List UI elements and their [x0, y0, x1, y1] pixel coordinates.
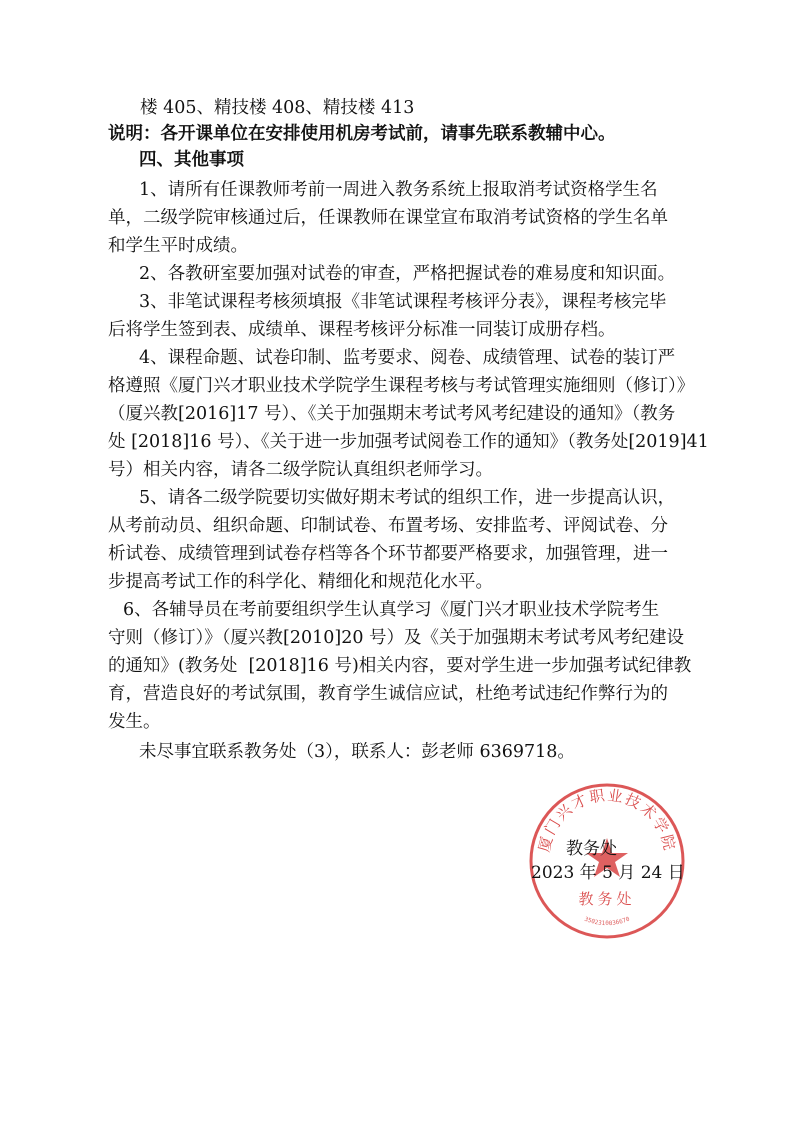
item6-line: 6、各辅导员在考前要组织学生认真学习《厦门兴才职业技术学院考生	[123, 600, 660, 620]
signature-date: 2023 年 5 月 24 日	[531, 863, 685, 883]
item5-line: 步提高考试工作的科学化、精细化和规范化水平。	[108, 572, 493, 592]
item5-line: 析试卷、成绩管理到试卷存档等各个环节都要严格要求，加强管理，进一	[108, 544, 668, 564]
section-heading: 四、其他事项	[139, 150, 244, 170]
item5-line: 5、请各二级学院要切实做好期末考试的组织工作，进一步提高认识，	[139, 488, 676, 508]
signature-office: 教务处	[566, 839, 617, 859]
official-seal	[528, 782, 686, 940]
item4-line: 号）相关内容，请各二级学院认真组织老师学习。	[108, 460, 493, 480]
item4-line: 处 [2018]16 号）、《关于进一步加强考试阅卷工作的通知》（教务处[2019]41	[108, 432, 709, 452]
item6-line: 守则（修订）》（厦兴教[2010]20 号）及《关于加强期末考试考风考纪建设	[108, 628, 685, 648]
item1-line: 单，二级学院审核通过后，任课教师在课堂宣布取消考试资格的学生名单	[108, 208, 668, 228]
item4-line: 格遵照《厦门兴才职业技术学院学生课程考核与考试管理实施细则（修订）》	[108, 376, 695, 396]
item2-line: 2、各教研室要加强对试卷的审查，严格把握试卷的难易度和知识面。	[139, 264, 676, 284]
item6-line: 发生。	[108, 712, 161, 732]
item4-line: （厦兴教[2016]17 号）、《关于加强期末考试考风考纪建设的通知》（教务	[108, 404, 676, 424]
top-line: 楼 405、精技楼 408、精技楼 413	[140, 98, 415, 118]
seal-center-text: 教务处	[578, 890, 636, 908]
seal-arc-text: 厦门兴才职业技术学院	[535, 786, 679, 854]
item1-line: 1、请所有任课教师考前一周进入教务系统上报取消考试资格学生名	[139, 180, 658, 200]
note: 说明：各开课单位在安排使用机房考试前，请事先联系教辅中心。	[108, 124, 616, 144]
item6-line: 育，营造良好的考试氛围，教育学生诚信应试，杜绝考试违纪作弊行为的	[108, 684, 668, 704]
item4-line: 4、课程命题、试卷印制、监考要求、阅卷、成绩管理、试卷的装订严	[139, 348, 676, 368]
seal-number-text: 3502310036670	[583, 915, 631, 928]
contact-line: 未尽事宜联系教务处（3），联系人：彭老师 6369718。	[139, 742, 575, 762]
item5-line: 从考前动员、组织命题、印制试卷、布置考场、安排监考、评阅试卷、分	[108, 516, 668, 536]
item3-line: 后将学生签到表、成绩单、课程考核评分标准一同装订成册存档。	[108, 320, 616, 340]
item3-line: 3、非笔试课程考核须填报《非笔试课程考核评分表》，课程考核完毕	[139, 292, 667, 312]
item1-line: 和学生平时成绩。	[108, 236, 248, 256]
item6-line: 的通知》(教务处 [2018]16 号)相关内容，要对学生进一步加强考试纪律教	[108, 656, 692, 676]
